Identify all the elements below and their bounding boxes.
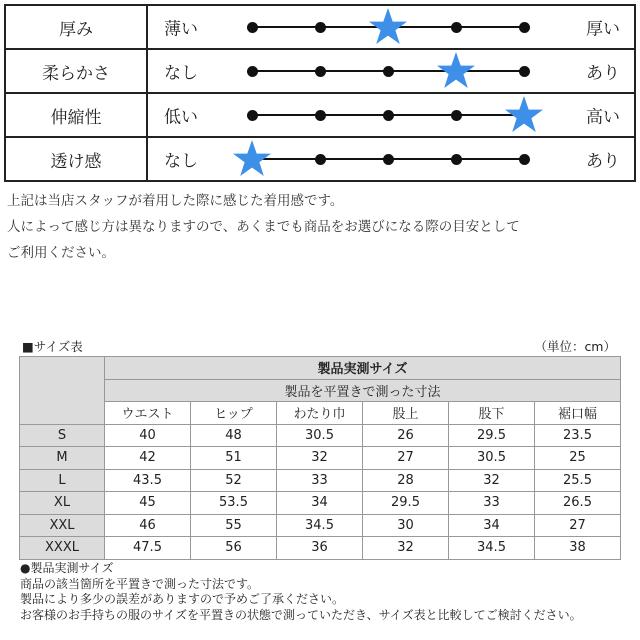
size-cell: 56	[191, 537, 277, 560]
size-row-label: L	[20, 469, 105, 492]
size-header-main: 製品実測サイズ	[105, 357, 621, 380]
size-cell: 55	[191, 514, 277, 537]
feel-low-label: なし	[164, 63, 198, 84]
size-row	[20, 492, 621, 515]
feel-scale	[147, 49, 635, 93]
size-cell: 45	[105, 492, 191, 515]
note-line: ご利用ください。	[7, 245, 115, 261]
size-cell: 38	[535, 537, 621, 560]
size-header-columns	[20, 402, 621, 425]
feel-scale	[147, 5, 635, 49]
feel-low-label: なし	[164, 151, 198, 172]
size-row-label: XL	[20, 492, 105, 515]
scale-dot	[383, 66, 394, 77]
size-cell: 25	[535, 447, 621, 470]
rating-star-icon	[232, 139, 272, 177]
feel-row	[5, 137, 635, 181]
size-cell: 42	[105, 447, 191, 470]
feel-label: 柔らかさ	[5, 49, 147, 93]
scale-dot	[519, 154, 530, 165]
size-row-label: S	[20, 424, 105, 447]
feel-row	[5, 49, 635, 93]
size-cell: 53.5	[191, 492, 277, 515]
size-cell: 34	[277, 492, 363, 515]
size-cell: 26.5	[535, 492, 621, 515]
feel-row	[5, 93, 635, 137]
feel-label: 透け感	[5, 137, 147, 181]
scale-dot	[451, 154, 462, 165]
size-table	[19, 356, 621, 560]
size-cell: 48	[191, 424, 277, 447]
feel-low-label: 薄い	[164, 19, 198, 40]
size-cell: 29.5	[363, 492, 449, 515]
size-row	[20, 537, 621, 560]
rating-star-icon	[504, 95, 544, 133]
size-column-header: 股上	[363, 402, 449, 425]
size-cell: 26	[363, 424, 449, 447]
size-cell: 29.5	[449, 424, 535, 447]
size-cell: 32	[363, 537, 449, 560]
feel-scale	[147, 93, 635, 137]
size-table-unit: （単位：cm）	[534, 339, 616, 354]
size-column-header: ウエスト	[105, 402, 191, 425]
size-column-header: ヒップ	[191, 402, 277, 425]
note-line: 上記は当店スタッフが着用した際に感じた着用感です。	[7, 193, 344, 209]
size-cell: 27	[535, 514, 621, 537]
size-row	[20, 424, 621, 447]
size-cell: 47.5	[105, 537, 191, 560]
size-cell: 33	[449, 492, 535, 515]
size-row-label: M	[20, 447, 105, 470]
scale-dot	[383, 154, 394, 165]
size-cell: 33	[277, 469, 363, 492]
rating-star-icon	[436, 51, 476, 89]
size-cell: 25.5	[535, 469, 621, 492]
scale-dot	[315, 110, 326, 121]
note-line: 人によって感じ方は異なりますので、あくまでも商品をお選びになる際の目安として	[7, 219, 520, 235]
size-row-label: XXXL	[20, 537, 105, 560]
footnote-line: ●製品実測サイズ	[20, 561, 114, 575]
size-cell: 34	[449, 514, 535, 537]
feel-scale	[147, 137, 635, 181]
scale-dot	[519, 66, 530, 77]
scale-dot	[315, 154, 326, 165]
size-column-header: 股下	[449, 402, 535, 425]
footnote-line: 商品の該当箇所を平置きで測った寸法です。	[20, 576, 260, 591]
footnote-line: お客様のお手持ちの服のサイズを平置きの状態で測っていただき、サイズ表と比較してご検討ください。	[20, 607, 582, 622]
size-cell: 52	[191, 469, 277, 492]
size-cell: 23.5	[535, 424, 621, 447]
size-cell: 30.5	[449, 447, 535, 470]
size-cell: 40	[105, 424, 191, 447]
feel-high-label: 高い	[586, 107, 620, 128]
feel-low-label: 低い	[164, 107, 198, 128]
size-cell: 34.5	[277, 514, 363, 537]
scale-dot	[519, 22, 530, 33]
size-cell: 28	[363, 469, 449, 492]
feel-rating-table	[4, 4, 636, 182]
feel-high-label: あり	[586, 151, 620, 172]
size-column-header: わたり巾	[277, 402, 363, 425]
size-cell: 30	[363, 514, 449, 537]
feel-row	[5, 5, 635, 49]
size-footnote	[20, 561, 582, 623]
feel-label: 伸縮性	[5, 93, 147, 137]
scale-dot	[383, 110, 394, 121]
scale-dot	[247, 66, 258, 77]
size-cell: 43.5	[105, 469, 191, 492]
size-header-corner	[20, 357, 105, 425]
size-row	[20, 514, 621, 537]
size-row	[20, 447, 621, 470]
size-header-sub: 製品を平置きで測った寸法	[105, 379, 621, 402]
footnote-line: 製品により多少の誤差がありますので予めご了承ください。	[20, 592, 345, 606]
scale-dot	[451, 22, 462, 33]
size-cell: 34.5	[449, 537, 535, 560]
size-header-row-sub	[20, 379, 621, 402]
size-cell: 36	[277, 537, 363, 560]
feel-note	[7, 188, 520, 266]
size-cell: 27	[363, 447, 449, 470]
size-column-header: 裾口幅	[535, 402, 621, 425]
size-cell: 46	[105, 514, 191, 537]
scale-dot	[247, 22, 258, 33]
size-cell: 51	[191, 447, 277, 470]
scale-dot	[315, 66, 326, 77]
scale-dot	[315, 22, 326, 33]
size-table-title: ■サイズ表	[22, 339, 83, 354]
feel-high-label: 厚い	[586, 19, 620, 40]
size-header-row-main	[20, 357, 621, 380]
scale-dot	[451, 110, 462, 121]
size-cell: 32	[277, 447, 363, 470]
size-row-label: XXL	[20, 514, 105, 537]
feel-high-label: あり	[586, 63, 620, 84]
size-row	[20, 469, 621, 492]
size-cell: 32	[449, 469, 535, 492]
feel-label: 厚み	[5, 5, 147, 49]
size-cell: 30.5	[277, 424, 363, 447]
scale-dot	[247, 110, 258, 121]
rating-star-icon	[368, 7, 408, 45]
